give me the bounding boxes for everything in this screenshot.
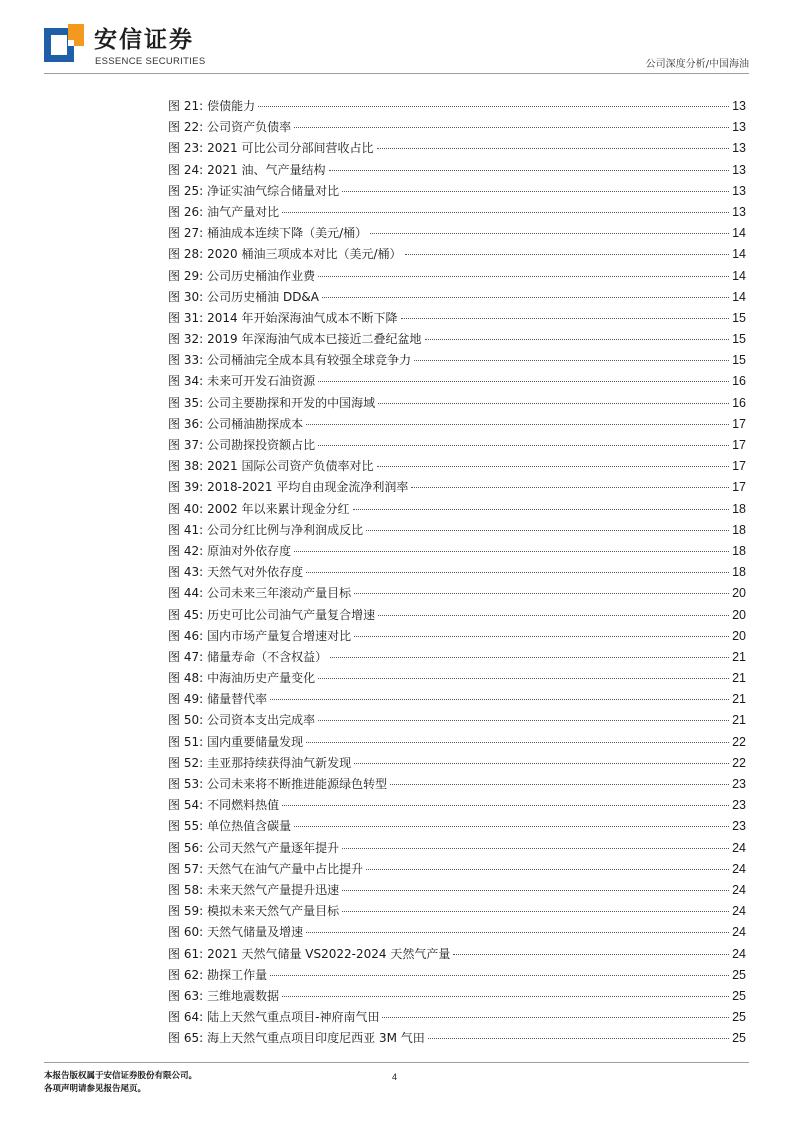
toc-entry[interactable] [168,965,746,986]
toc-entry-label: 图 41: [168,522,204,537]
toc-entry[interactable] [168,816,746,837]
brand-name-en: ESSENCE SECURITIES [95,56,206,67]
toc-entry-label: 图 51: [168,734,204,749]
toc-entry-label: 图 45: [168,607,204,622]
toc-entry[interactable] [168,647,746,668]
toc-entry-title[interactable]: 2002 年以来累计现金分红 [207,501,350,516]
toc-dot-leader [354,593,729,594]
toc-entry-page[interactable]: 17 [732,438,746,452]
toc-entry-page[interactable]: 18 [732,501,746,516]
toc-entry-label: 图 56: [168,840,204,855]
toc-entry-page[interactable]: 15 [732,310,746,325]
toc-entry[interactable] [168,880,746,901]
toc-dot-leader [353,509,730,510]
toc-dot-leader [428,1038,729,1039]
toc-entry[interactable] [168,774,746,795]
toc-entry[interactable] [168,944,746,965]
toc-entry-title[interactable]: 公司分红比例与净利润成反比 [207,522,364,537]
toc-entry-label: 图 27: [168,226,204,241]
toc-dot-leader [377,466,730,467]
toc-entry-page[interactable]: 20 [732,586,746,601]
brand-name-cn: 安信证券 [94,27,194,53]
toc-entry-title[interactable]: 公司勘探投资额占比 [207,438,316,452]
toc-entry-label: 图 59: [168,904,204,919]
toc-entry-page[interactable]: 17 [732,480,746,495]
toc-entry-title[interactable]: 2019 年深海油气成本已接近二叠纪盆地 [207,332,422,347]
toc-entry-page[interactable]: 20 [732,607,746,622]
toc-entry[interactable] [168,901,746,922]
toc-entry-page[interactable]: 24 [732,925,746,940]
toc-entry-page[interactable]: 14 [732,289,746,304]
toc-entry-page[interactable]: 15 [732,353,746,368]
toc-entry[interactable] [168,223,746,244]
toc-entry-page[interactable]: 13 [732,141,746,156]
toc-entry-title[interactable]: 历史可比公司油气产量复合增速 [207,607,376,622]
toc-dot-leader [282,996,729,997]
toc-entry[interactable] [168,753,746,774]
toc-entry-page[interactable]: 15 [732,332,746,347]
copyright-note: 本报告版权属于安信证券股份有限公司。 [44,1071,198,1081]
toc-dot-leader [366,530,729,531]
toc-dot-leader [411,487,729,488]
toc-entry-page[interactable]: 16 [732,395,746,410]
toc-entry-title[interactable]: 勘探工作量 [207,967,268,982]
toc-dot-leader [378,403,729,404]
toc-entry-page[interactable]: 13 [732,204,746,219]
toc-entry-title[interactable]: 天然气对外依存度 [207,565,304,580]
toc-dot-leader [342,191,729,192]
toc-entry[interactable] [168,138,746,159]
toc-entry-page[interactable]: 13 [732,99,746,113]
toc-entry-page[interactable]: 25 [732,1031,746,1046]
toc-entry[interactable] [168,393,746,414]
toc-entry-page[interactable]: 21 [732,649,746,664]
toc-entry-title[interactable]: 公司历史桶油 DD&A [207,289,320,304]
toc-entry-title[interactable]: 模拟未来天然气产量目标 [207,904,340,919]
toc-entry-title[interactable]: 2021 国际公司资产负债率对比 [207,459,374,474]
toc-entry-page[interactable]: 24 [732,840,746,855]
toc-dot-leader [294,826,729,827]
toc-entry-label: 图 24: [168,162,204,177]
toc-entry-label: 图 42: [168,543,204,558]
toc-entry-page[interactable]: 20 [732,628,746,643]
toc-entry-title[interactable]: 偿债能力 [207,99,256,113]
toc-entry-title[interactable]: 公司桶油勘探成本 [207,416,304,431]
toc-entry[interactable] [168,520,746,541]
toc-entry-title[interactable]: 公司主要勘探和开发的中国海域 [207,395,376,410]
toc-entry-label: 图 32: [168,332,204,347]
toc-entry-page[interactable]: 16 [732,374,746,389]
toc-entry[interactable] [168,456,746,477]
toc-entry-title[interactable]: 储量替代率 [207,692,268,707]
toc-entry-title[interactable]: 三维地震数据 [207,988,280,1003]
toc-entry-page[interactable]: 22 [732,755,746,770]
toc-entry-label: 图 26: [168,204,204,219]
toc-entry-page[interactable]: 18 [732,565,746,580]
toc-entry-page[interactable]: 14 [732,268,746,283]
toc-dot-leader [354,763,729,764]
toc-entry-title[interactable]: 陆上天然气重点项目-神府南气田 [207,1010,380,1025]
toc-entry-title[interactable]: 天然气在油气产量中占比提升 [207,861,364,876]
figure-list [168,96,746,1049]
page-header [0,0,793,78]
toc-dot-leader [306,572,729,573]
toc-entry-label: 图 38: [168,459,204,474]
toc-entry-label: 图 37: [168,438,204,452]
report-type: 公司深度分析/中国海油 [645,59,749,70]
toc-dot-leader [370,233,729,234]
toc-dot-leader [318,276,729,277]
toc-entry-page[interactable]: 14 [732,226,746,241]
toc-entry-label: 图 63: [168,988,204,1003]
toc-entry-page[interactable]: 18 [732,543,746,558]
toc-dot-leader [342,890,729,891]
toc-entry[interactable] [168,583,746,604]
toc-entry-title[interactable]: 未来天然气产量提升迅速 [207,882,340,897]
page-number: 4 [392,1072,398,1082]
toc-entry-title[interactable]: 2020 桶油三项成本对比（美元/桶） [207,247,402,262]
toc-entry-title[interactable]: 2018-2021 平均自由现金流净利润率 [207,480,409,495]
toc-entry-page[interactable]: 24 [732,904,746,919]
toc-dot-leader [270,699,729,700]
toc-entry-title[interactable]: 国内市场产量复合增速对比 [207,628,352,643]
toc-dot-leader [414,360,729,361]
toc-entry-page[interactable]: 23 [732,798,746,813]
toc-entry-title[interactable]: 公司资本支出完成率 [207,713,316,728]
toc-entry-title[interactable]: 单位热值含碳量 [207,819,292,834]
toc-entry-label: 图 65: [168,1031,204,1046]
toc-entry-page[interactable]: 13 [732,183,746,198]
toc-dot-leader [306,932,729,933]
toc-entry-page[interactable]: 18 [732,522,746,537]
toc-entry-label: 图 55: [168,819,204,834]
toc-entry-title[interactable]: 公司未来将不断推进能源绿色转型 [207,777,388,791]
toc-entry-label: 图 52: [168,755,204,770]
toc-dot-leader [306,742,729,743]
toc-dot-leader [377,148,730,149]
toc-entry-label: 图 46: [168,628,204,643]
toc-entry-page[interactable]: 14 [732,247,746,262]
toc-entry-label: 图 61: [168,946,204,961]
toc-entry-title[interactable]: 2021 油、气产量结构 [207,162,326,177]
toc-dot-leader [258,106,729,107]
toc-entry-label: 图 47: [168,649,204,664]
toc-entry-title[interactable]: 原油对外依存度 [207,543,292,558]
toc-dot-leader [318,445,729,446]
toc-entry-title[interactable]: 2021 可比公司分部间营收占比 [207,141,374,156]
header-divider [44,73,749,74]
toc-dot-leader [282,212,729,213]
toc-entry-label: 图 58: [168,882,204,897]
toc-entry-label: 图 60: [168,925,204,940]
toc-entry[interactable] [168,668,746,689]
toc-entry-label: 图 64: [168,1010,204,1025]
toc-entry-page[interactable]: 23 [732,777,746,791]
disclaimer-note: 各项声明请参见报告尾页。 [44,1084,147,1094]
toc-entry-page[interactable]: 17 [732,459,746,474]
toc-dot-leader [390,784,729,785]
toc-entry[interactable] [168,499,746,520]
toc-dot-leader [382,1017,729,1018]
toc-entry-label: 图 49: [168,692,204,707]
toc-dot-leader [354,636,729,637]
toc-entry-title[interactable]: 不同燃料热值 [207,798,280,813]
toc-entry-label: 图 50: [168,713,204,728]
toc-entry-title[interactable]: 中海油历史产量变化 [207,671,316,686]
toc-entry-title[interactable]: 公司历史桶油作业费 [207,268,316,283]
toc-entry-title[interactable]: 储量寿命（不含权益） [207,649,328,664]
toc-dot-leader [306,424,729,425]
toc-entry-label: 图 25: [168,183,204,198]
toc-entry-page[interactable]: 23 [732,819,746,834]
toc-dot-leader [453,954,729,955]
toc-dot-leader [425,339,730,340]
toc-entry-title[interactable]: 公司未来三年滚动产量目标 [207,586,352,601]
toc-entry-page[interactable]: 24 [732,861,746,876]
toc-entry-page[interactable]: 21 [732,671,746,686]
toc-entry-label: 图 21: [168,99,204,113]
toc-dot-leader [401,318,730,319]
toc-entry[interactable] [168,371,746,392]
toc-entry-title[interactable]: 公司天然气产量逐年提升 [207,840,340,855]
toc-dot-leader [405,254,730,255]
toc-entry[interactable] [168,181,746,202]
toc-entry-title[interactable]: 海上天然气重点项目印度尼西亚 3M 气田 [207,1031,425,1046]
toc-entry-label: 图 62: [168,967,204,982]
toc-entry[interactable] [168,244,746,265]
toc-entry-title[interactable]: 公司桶油完全成本具有较强全球竞争力 [207,353,412,368]
toc-entry-title[interactable]: 未来可开发石油资源 [207,374,316,389]
toc-entry-title[interactable]: 公司资产负债率 [207,120,292,135]
toc-entry[interactable] [168,541,746,562]
toc-entry[interactable] [168,838,746,859]
toc-entry-title[interactable]: 2014 年开始深海油气成本不断下降 [207,310,398,325]
toc-entry-label: 图 28: [168,247,204,262]
toc-entry-label: 图 53: [168,777,204,791]
toc-entry[interactable] [168,562,746,583]
toc-entry[interactable] [168,795,746,816]
toc-dot-leader [322,297,729,298]
toc-entry-title[interactable]: 桶油成本连续下降（美元/桶） [207,226,368,241]
toc-entry-page[interactable]: 25 [732,1010,746,1025]
toc-entry-label: 图 36: [168,416,204,431]
toc-entry[interactable] [168,859,746,880]
toc-entry-label: 图 57: [168,861,204,876]
toc-dot-leader [329,170,730,171]
toc-entry-label: 图 40: [168,501,204,516]
toc-entry-page[interactable]: 21 [732,713,746,728]
toc-dot-leader [330,657,729,658]
toc-entry-label: 图 23: [168,141,204,156]
toc-entry[interactable] [168,329,746,350]
toc-entry-title[interactable]: 圭亚那持续获得油气新发现 [207,755,352,770]
toc-entry-page[interactable]: 25 [732,967,746,982]
toc-entry[interactable] [168,414,746,435]
toc-entry-title[interactable]: 2021 天然气储量 VS2022-2024 天然气产量 [207,946,451,961]
toc-entry[interactable] [168,922,746,943]
toc-entry-label: 图 33: [168,353,204,368]
toc-dot-leader [318,720,729,721]
toc-entry-page[interactable]: 24 [732,946,746,961]
toc-entry-title[interactable]: 天然气储量及增速 [207,925,304,940]
toc-entry[interactable] [168,308,746,329]
toc-dot-leader [270,975,729,976]
toc-entry[interactable] [168,435,746,456]
toc-entry-label: 图 54: [168,798,204,813]
toc-entry[interactable] [168,266,746,287]
toc-dot-leader [342,848,729,849]
toc-entry-page[interactable]: 25 [732,988,746,1003]
toc-dot-leader [378,615,729,616]
toc-entry-label: 图 35: [168,395,204,410]
toc-entry[interactable] [168,626,746,647]
toc-entry[interactable] [168,96,746,117]
toc-entry-title[interactable]: 油气产量对比 [207,204,280,219]
toc-dot-leader [318,381,729,382]
toc-entry[interactable] [168,986,746,1007]
toc-entry-label: 图 43: [168,565,204,580]
toc-dot-leader [342,911,729,912]
toc-dot-leader [318,678,729,679]
toc-entry[interactable] [168,1007,746,1028]
toc-entry-page[interactable]: 24 [732,882,746,897]
toc-entry[interactable] [168,710,746,731]
toc-entry[interactable] [168,605,746,626]
toc-entry[interactable] [168,287,746,308]
toc-dot-leader [366,869,729,870]
toc-entry-label: 图 30: [168,289,204,304]
toc-entry-page[interactable]: 21 [732,692,746,707]
toc-entry-label: 图 22: [168,120,204,135]
toc-entry[interactable] [168,350,746,371]
toc-entry-page[interactable]: 13 [732,162,746,177]
toc-entry[interactable] [168,160,746,181]
toc-entry-label: 图 48: [168,671,204,686]
toc-entry-title[interactable]: 国内重要储量发现 [207,734,304,749]
toc-entry[interactable] [168,477,746,498]
toc-entry-label: 图 29: [168,268,204,283]
toc-entry[interactable] [168,732,746,753]
toc-entry-label: 图 31: [168,310,204,325]
toc-dot-leader [294,127,729,128]
toc-entry[interactable] [168,117,746,138]
essence-logo-icon [44,24,84,66]
toc-dot-leader [294,551,729,552]
toc-entry[interactable] [168,202,746,223]
toc-entry[interactable] [168,689,746,710]
toc-entry-label: 图 34: [168,374,204,389]
toc-entry-title[interactable]: 净证实油气综合储量对比 [207,183,340,198]
footer-divider [44,1062,749,1063]
toc-entry-label: 图 44: [168,586,204,601]
toc-entry-page[interactable]: 17 [732,416,746,431]
toc-dot-leader [282,805,729,806]
toc-entry-page[interactable]: 13 [732,120,746,135]
toc-entry-page[interactable]: 22 [732,734,746,749]
toc-entry[interactable] [168,1028,746,1049]
toc-entry-label: 图 39: [168,480,204,495]
